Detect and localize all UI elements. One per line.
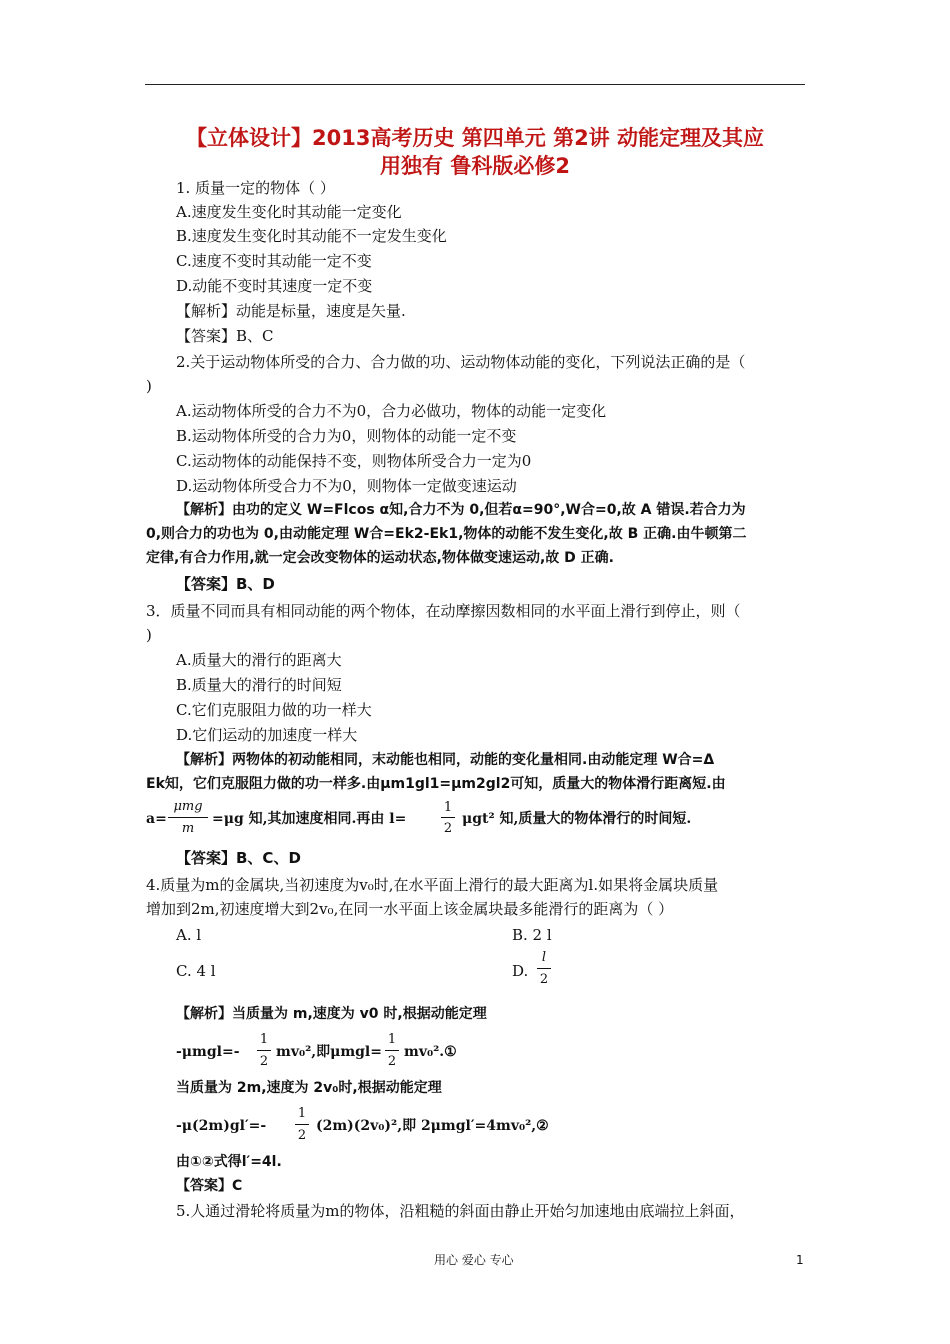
- q3-analysis-line1: 【解析】两物体的初动能相同，末动能也相同，动能的变化量相同.由动能定理 W合=Δ: [176, 752, 715, 768]
- q3-option-b: B.质量大的滑行的时间短: [176, 676, 342, 694]
- q2-option-d: D.运动物体所受合力不为0，则物体一定做变速运动: [176, 477, 517, 495]
- eq2-half-numerator: 1: [297, 1106, 307, 1121]
- formula-a-denominator: m: [181, 821, 195, 836]
- eq2-part-b: (2m)(2v₀)²,即 2μmgl′=4mv₀²,②: [316, 1118, 549, 1134]
- formula-a-suffix: =μg 知,其加速度相同.再由 l=: [212, 811, 407, 827]
- q4-option-d-label: D.: [512, 962, 529, 980]
- document-title-line1: 【立体设计】2013高考历史 第四单元 第2讲 动能定理及其应: [186, 126, 764, 150]
- formula-a-prefix: a=: [146, 811, 167, 827]
- q4-solution-line3: 当质量为 2m,速度为 2v₀时,根据动能定理: [176, 1080, 442, 1096]
- q2-analysis-line3: 定律,有合力作用,就一定会改变物体的运动状态,物体做变速运动,故 D 正确.: [146, 550, 614, 566]
- q2-analysis-line1: 【解析】由功的定义 W=Flcos α知,合力不为 0,但若α=90°,W合=0,故 A 错误.若合力为: [176, 502, 746, 518]
- q4-solution-line5: 由①②式得l′=4l.: [176, 1154, 282, 1170]
- footer-slogan: 用心 爱心 专心: [434, 1253, 514, 1267]
- q4-answer: 【答案】C: [176, 1178, 243, 1194]
- q4-option-d-denominator: 2: [539, 972, 549, 987]
- q2-option-a: A.运动物体所受的合力不为0，合力必做功，物体的动能一定变化: [176, 402, 607, 420]
- q4-option-b: B. 2 l: [512, 926, 552, 944]
- q1-option-c: C.速度不变时其动能一定不变: [176, 252, 372, 270]
- q1-option-b: B.速度发生变化时其动能不一定发生变化: [176, 227, 447, 245]
- q2-analysis-line2: 0,则合力的功也为 0,由动能定理 W合=Ek2-Ek1,物体的动能不发生变化,故 B 正确.由牛顿第二: [146, 526, 747, 542]
- q3-stem-line2: ): [146, 626, 152, 644]
- formula-a-numerator: μmg: [173, 799, 203, 814]
- q3-option-c: C.它们克服阻力做的功一样大: [176, 701, 372, 719]
- q2-answer: 【答案】B、D: [176, 575, 275, 593]
- eq1-half-bar-1: [257, 1050, 271, 1051]
- eq1-half-numerator-2: 1: [387, 1032, 397, 1047]
- q3-stem-line1: 3．质量不同而具有相同动能的两个物体，在动摩擦因数相同的水平面上滑行到停止，则（: [146, 602, 741, 620]
- q1-stem: 1. 质量一定的物体（ ）: [176, 179, 335, 197]
- q1-option-d: D.动能不变时其速度一定不变: [176, 277, 373, 295]
- q4-option-d-numerator: l: [541, 950, 547, 965]
- eq1-half-denominator-2: 2: [387, 1054, 397, 1069]
- q3-option-d: D.它们运动的加速度一样大: [176, 726, 358, 744]
- eq1-part-a: -μmgl=-: [176, 1044, 240, 1060]
- q2-stem-line2: ): [146, 377, 152, 395]
- formula-a-tail: μgt² 知,质量大的物体滑行的时间短.: [462, 811, 692, 827]
- q3-option-a: A.质量大的滑行的距离大: [176, 651, 342, 669]
- formula-half-denominator: 2: [443, 821, 453, 836]
- eq1-part-b: mv₀²,即μmgl=: [276, 1044, 382, 1060]
- formula-half-numerator: 1: [443, 800, 453, 815]
- q1-option-a: A.速度发生变化时其动能一定变化: [176, 203, 402, 221]
- q4-option-c: C. 4 l: [176, 962, 216, 980]
- q5-stem-line1: 5.人通过滑轮将质量为m的物体，沿粗糙的斜面由静止开始匀加速地由底端拉上斜面，: [176, 1202, 745, 1220]
- q2-option-c: C.运动物体的动能保持不变，则物体所受合力一定为0: [176, 452, 532, 470]
- q1-analysis: 【解析】动能是标量，速度是矢量.: [176, 302, 406, 320]
- q4-solution-line1: 【解析】当质量为 m,速度为 v0 时,根据动能定理: [176, 1006, 487, 1022]
- header-rule: [145, 84, 805, 85]
- document-title-line2: 用独有 鲁科版必修2: [380, 154, 570, 178]
- q2-option-b: B.运动物体所受的合力为0，则物体的动能一定不变: [176, 427, 517, 445]
- eq2-part-a: -μ(2m)gl′=-: [176, 1118, 267, 1134]
- eq1-half-denominator-1: 2: [259, 1054, 269, 1069]
- q4-stem-line1: 4.质量为m的金属块,当初速度为v₀时,在水平面上滑行的最大距离为l.如果将金属块质量: [146, 876, 719, 894]
- q4-option-a: A. l: [176, 926, 202, 944]
- q1-answer: 【答案】B、C: [176, 327, 274, 345]
- eq1-part-c: mv₀².①: [404, 1044, 457, 1060]
- q4-option-d-fraction-bar: [537, 968, 551, 969]
- eq1-half-bar-2: [385, 1050, 399, 1051]
- eq1-half-numerator-1: 1: [259, 1032, 269, 1047]
- formula-half-fraction-bar: [441, 817, 455, 818]
- q4-stem-line2: 增加到2m,初速度增大到2v₀,在同一水平面上该金属块最多能滑行的距离为（ ）: [146, 900, 674, 918]
- q2-stem-line1: 2.关于运动物体所受的合力、合力做的功、运动物体动能的变化，下列说法正确的是（: [176, 353, 746, 371]
- eq2-half-bar: [295, 1124, 309, 1125]
- q3-answer: 【答案】B、C、D: [176, 849, 301, 867]
- formula-a-fraction-bar: [168, 817, 208, 818]
- eq2-half-denominator: 2: [297, 1128, 307, 1143]
- page-number: 1: [796, 1253, 804, 1267]
- q3-analysis-line2: Ek知，它们克服阻力做的功一样多.由μm1gl1=μm2gl2可知，质量大的物体滑行距离短.由: [146, 776, 726, 792]
